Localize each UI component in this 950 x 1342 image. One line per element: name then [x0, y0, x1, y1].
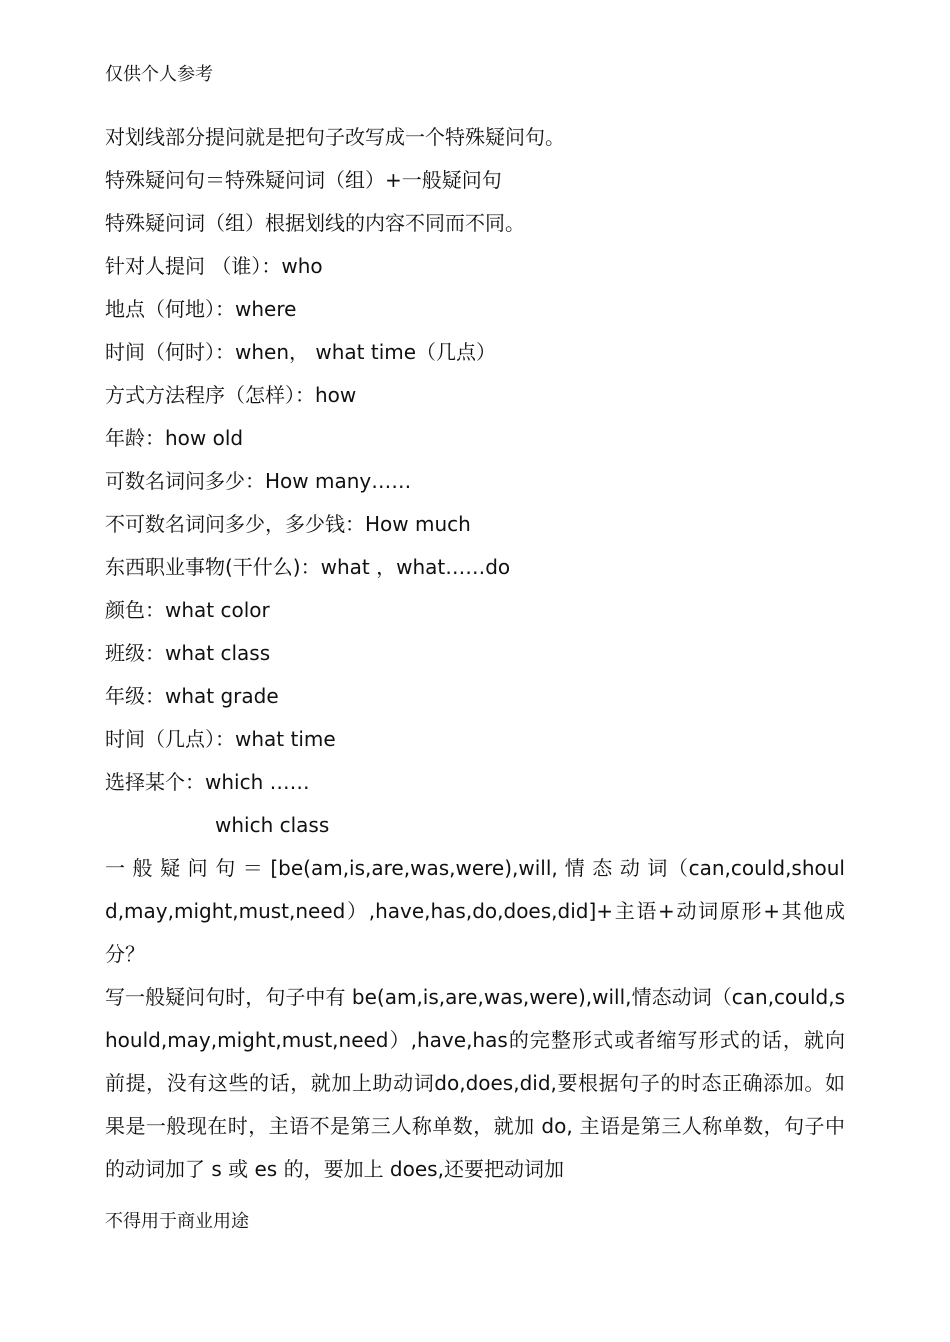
text-line: 颜色：what color [105, 598, 270, 622]
text-line: 不可数名词问多少，多少钱：How much [105, 512, 471, 536]
text-line: 选择某个：which …… [105, 770, 310, 794]
text-line: 特殊疑问句＝特殊疑问词（组）+一般疑问句 [105, 168, 502, 192]
text-line: 时间（何时）：when， what time（几点） [105, 340, 497, 364]
text-line: 年级：what grade [105, 684, 279, 708]
text-line: 可数名词问多少：How many…… [105, 469, 412, 493]
text-line: 班级：what class [105, 641, 271, 665]
text-line: 年龄：how old [105, 426, 244, 450]
text-line: 方式方法程序（怎样）：how [105, 383, 357, 407]
header-note: 仅供个人参考 [105, 64, 213, 85]
paragraph-writing-rules: 写一般疑问句时，句子中有 be(am,is,are,was,were),will,情态动词（can,could,should,may,might,must,need）,have,has的完整形式或者缩写形式的话，就向前提，没有这些的话，就加上助动词do,does,did,要根据句子的时态正确添加。如果是一般现在时，主语不是第三人称单数，就加 do, 主语是第三人称单数，句子中的动词加了 s 或 es 的，要加上 does,还要把动词加 [105, 985, 845, 1181]
text-line: 地点（何地）：where [105, 297, 297, 321]
text-line: 东西职业事物(干什么)：what ，what……do [105, 555, 511, 579]
paragraph-general-question: 一 般 疑 问 句 ＝ [be(am,is,are,was,were),will, 情 态 动 词（can,could,should,may,might,must,need）,have,has,do,does,did]+主语+动词原形+其他成分？ [105, 856, 845, 966]
text-line: 特殊疑问词（组）根据划线的内容不同而不同。 [105, 211, 525, 235]
text-line: 针对人提问 （谁）：who [105, 254, 323, 278]
text-line-indented: which class [215, 813, 330, 837]
footer-note: 不得用于商业用途 [105, 1211, 249, 1232]
document-body [105, 116, 845, 1191]
text-line: 时间（几点）：what time [105, 727, 336, 751]
text-line: 对划线部分提问就是把句子改写成一个特殊疑问句。 [105, 125, 565, 149]
